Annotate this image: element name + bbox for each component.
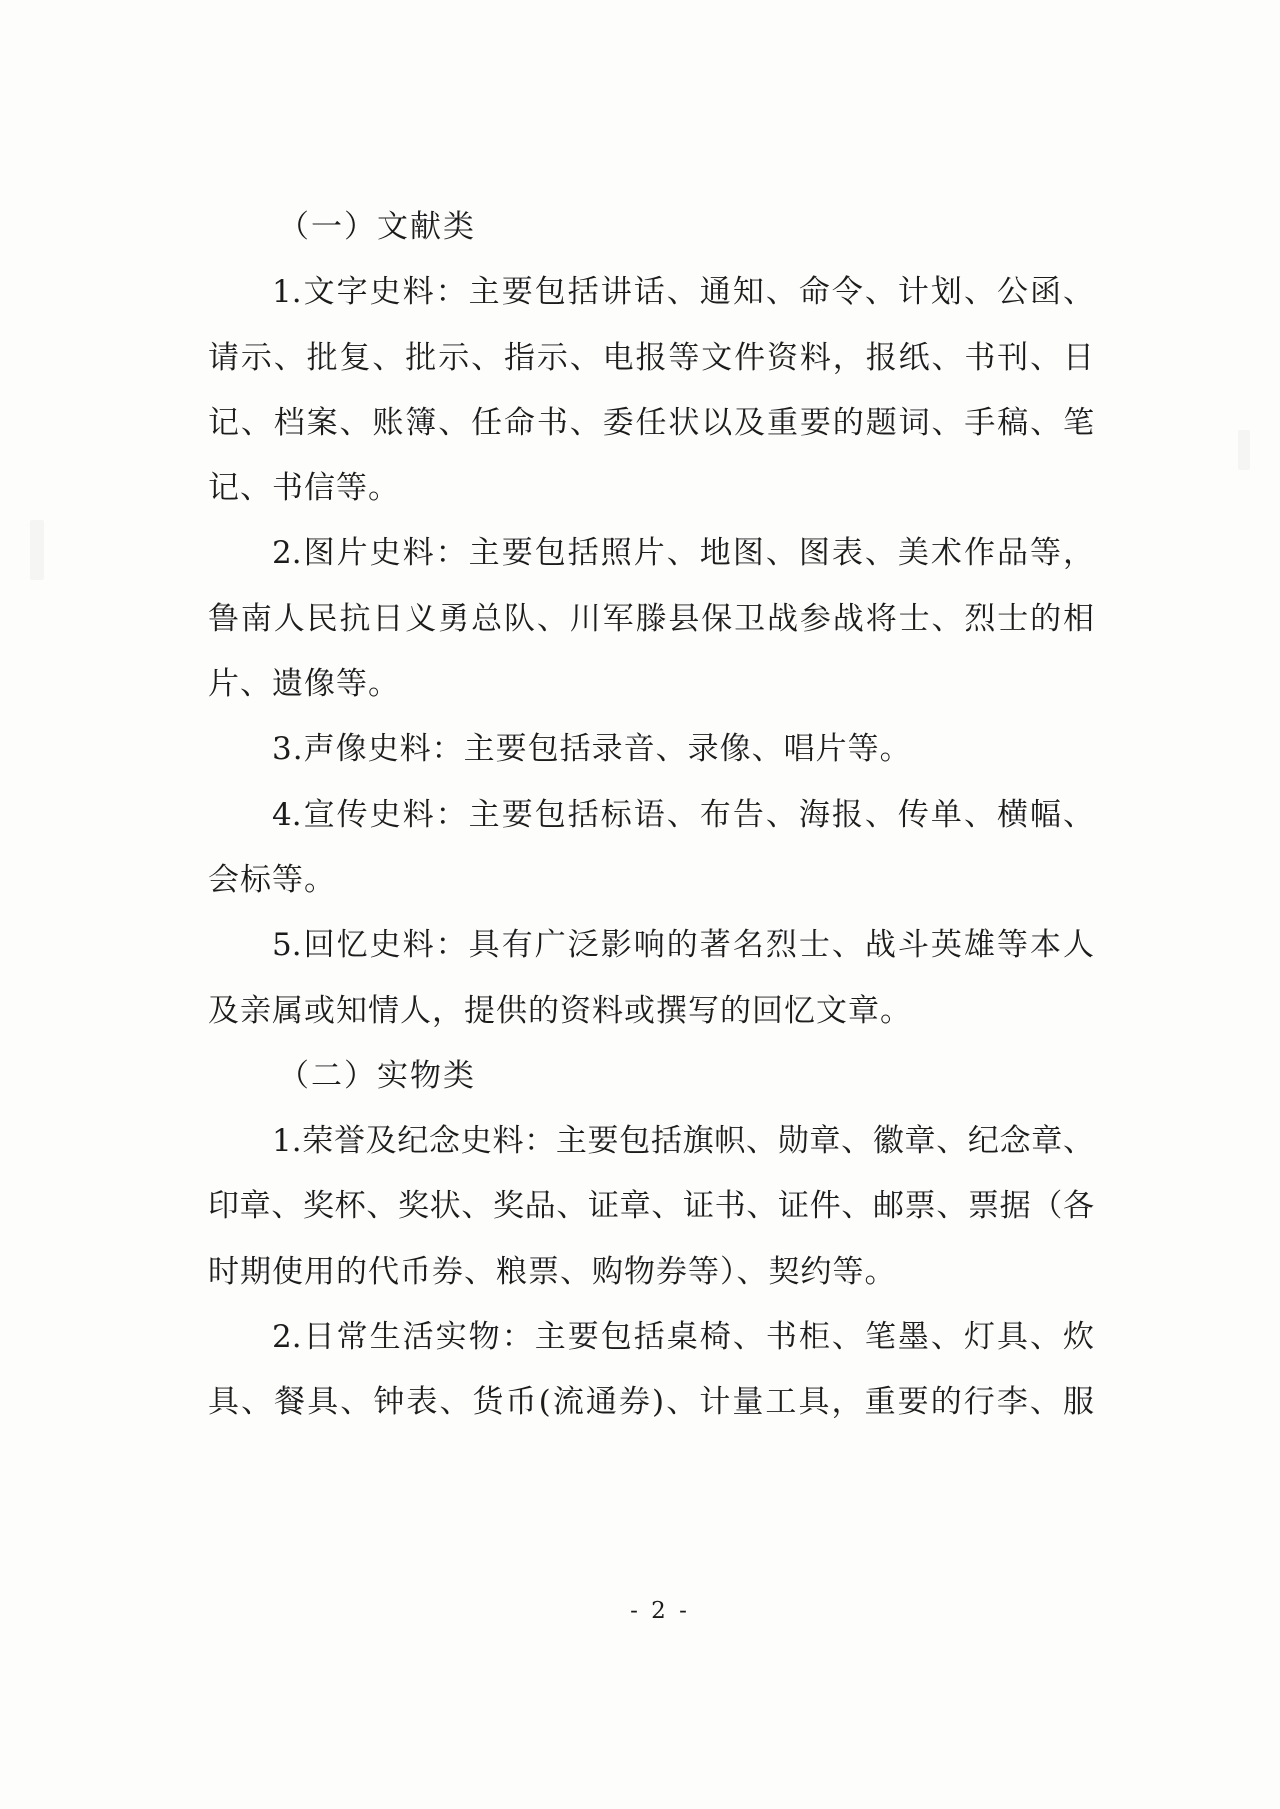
section-heading: （二）实物类 (278, 1057, 476, 1094)
paragraph-line: 会标等。 (208, 861, 336, 898)
page-number: - 2 - (630, 1598, 690, 1624)
paragraph-line: 印章、奖杯、奖状、奖品、证章、证书、证件、邮票、票据（各 (208, 1188, 1094, 1225)
paragraph-line: 1.文字史料：主要包括讲话、通知、命令、计划、公函、 (272, 274, 1094, 311)
paragraph-line: 鲁南人民抗日义勇总队、川军滕县保卫战参战将士、烈士的相 (208, 600, 1094, 637)
section-heading: （一）文献类 (278, 209, 476, 245)
paragraph-line: 5.回忆史料：具有广泛影响的著名烈士、战斗英雄等本人 (272, 927, 1094, 964)
document-body (208, 195, 1094, 1436)
paragraph-line: 时期使用的代币券、粮票、购物券等）、契约等。 (208, 1253, 897, 1290)
paragraph-line: 记、档案、账簿、任命书、委任状以及重要的题词、手稿、笔 (208, 404, 1094, 441)
paragraph-line: 1.荣誉及纪念史料：主要包括旗帜、勋章、徽章、纪念章、 (272, 1123, 1094, 1160)
paragraph-line: 请示、批复、批示、指示、电报等文件资料，报纸、书刊、日 (208, 339, 1094, 376)
paragraph-line: 及亲属或知情人，提供的资料或撰写的回忆文章。 (208, 992, 912, 1029)
paragraph-line: 3.声像史料：主要包括录音、录像、唱片等。 (272, 731, 912, 768)
paragraph-line: 2.日常生活实物：主要包括桌椅、书柜、笔墨、灯具、炊 (272, 1319, 1094, 1356)
paragraph-line: 2.图片史料：主要包括照片、地图、图表、美术作品等， (272, 535, 1094, 572)
scan-artifact (1238, 430, 1250, 470)
paragraph-line: 记、书信等。 (208, 470, 400, 507)
paragraph-line: 具、餐具、钟表、货币(流通券)、计量工具，重要的行李、服 (208, 1384, 1094, 1421)
paragraph-line: 片、遗像等。 (208, 666, 400, 703)
paragraph-line: 4.宣传史料：主要包括标语、布告、海报、传单、横幅、 (272, 796, 1094, 833)
scan-artifact (30, 520, 44, 580)
